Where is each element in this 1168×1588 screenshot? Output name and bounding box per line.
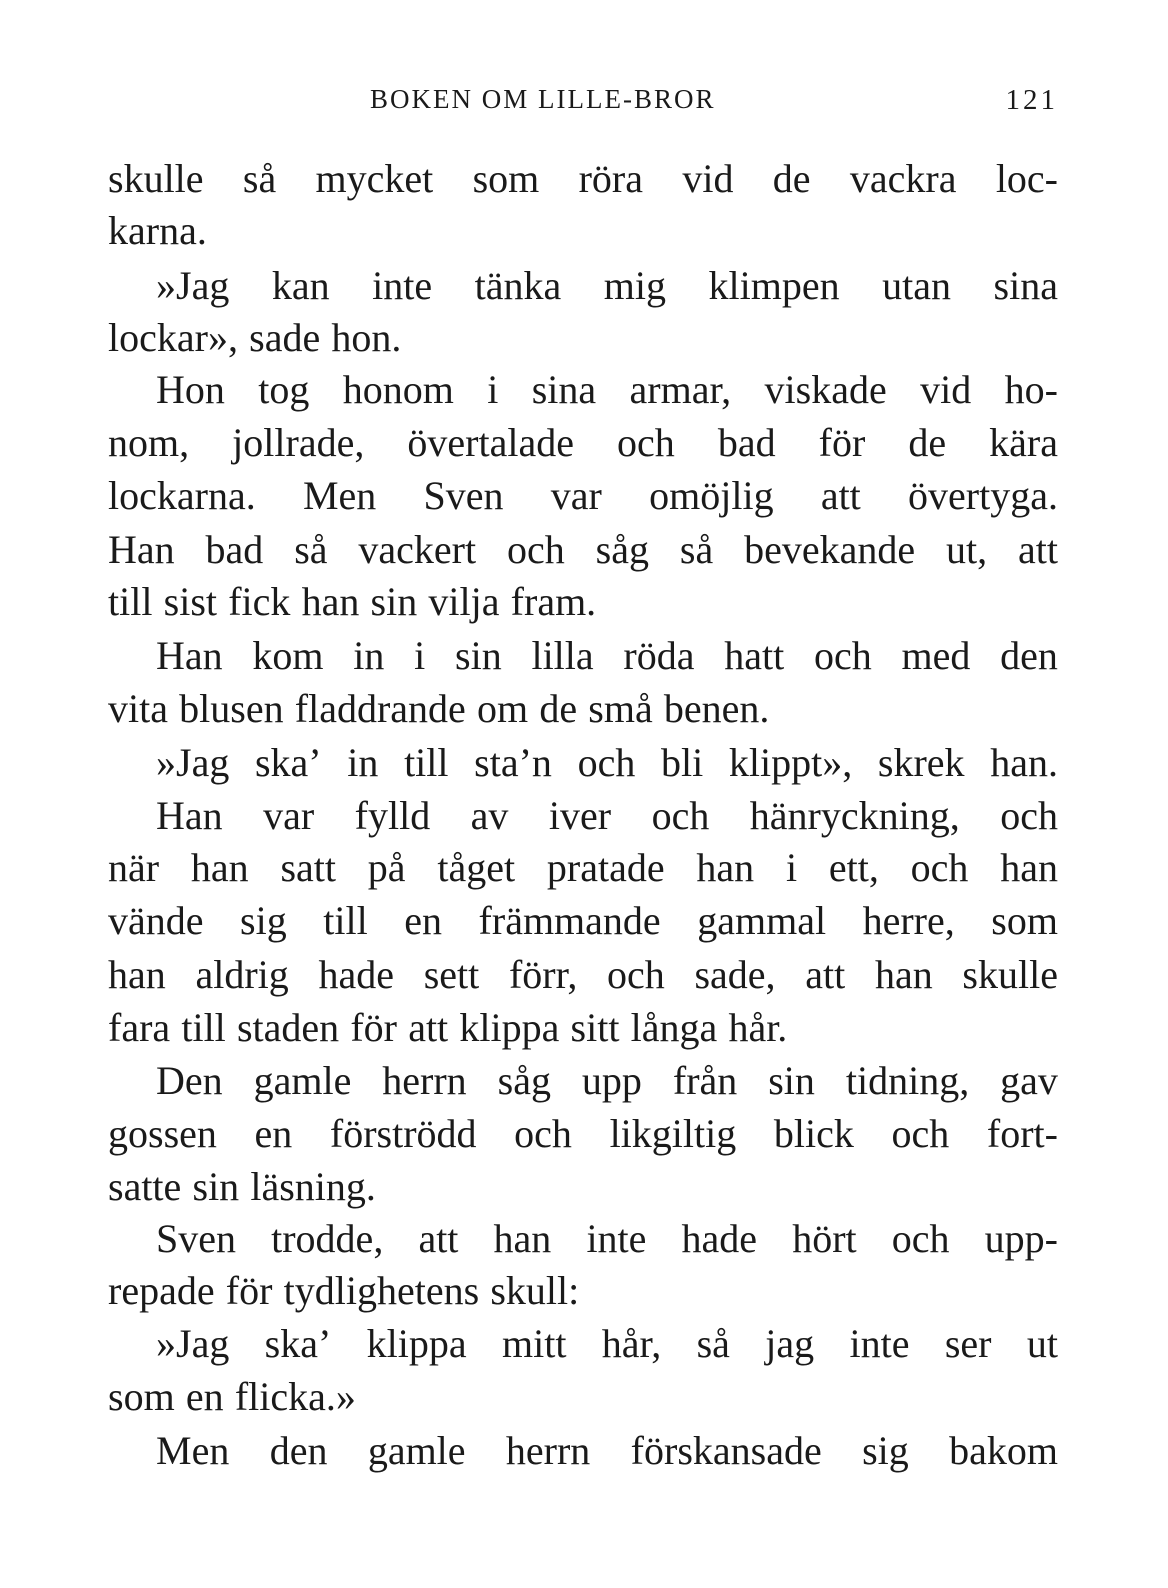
text-line [108, 364, 1058, 416]
text-line [108, 205, 1058, 257]
word: staden [236, 1005, 340, 1050]
word: att [408, 1005, 449, 1050]
word: den [269, 1428, 328, 1473]
word: långa [630, 1005, 718, 1050]
word: flicka.» [234, 1374, 356, 1419]
word: hår. [728, 1005, 788, 1050]
word: nom, [108, 420, 190, 465]
word: han [301, 579, 360, 624]
word: ett, [828, 845, 879, 890]
word: så [294, 527, 328, 572]
word: vid [682, 156, 734, 201]
text-line [108, 949, 1058, 1001]
word: små [588, 686, 653, 731]
word: upp [581, 1058, 642, 1103]
word: han [1000, 845, 1058, 890]
word: ut [1026, 1321, 1058, 1366]
word: till [181, 1005, 226, 1050]
word: och [607, 952, 665, 997]
word: fick [228, 579, 291, 624]
text-line [108, 1318, 1058, 1370]
word: fort- [986, 1111, 1058, 1156]
word: från [672, 1058, 738, 1103]
word: bad [205, 527, 264, 572]
word: och [617, 420, 675, 465]
word: kan [271, 263, 330, 308]
word: han [874, 952, 933, 997]
word: benen. [663, 686, 770, 731]
word: utan [882, 263, 951, 308]
word: så [679, 527, 714, 572]
word: »Jag [156, 1321, 230, 1366]
word: lockarna. [108, 473, 256, 518]
text-line [108, 576, 1058, 628]
word: gossen [108, 1111, 217, 1156]
word: hade [318, 952, 394, 997]
word: läsning. [250, 1164, 376, 1209]
word: in [347, 740, 379, 785]
word: inte [372, 263, 433, 308]
word: Han [108, 527, 175, 572]
word: och [651, 793, 710, 838]
word: vackra [849, 156, 957, 201]
word: fladdrande [294, 686, 466, 731]
word: i [414, 633, 426, 678]
word: aldrig [195, 952, 289, 997]
word: och [507, 527, 565, 572]
word: sitt [570, 1005, 620, 1050]
word: sade, [694, 952, 776, 997]
word: mitt [501, 1321, 567, 1366]
word: att [1018, 527, 1058, 572]
word: en [254, 1111, 293, 1156]
word: upp- [984, 1216, 1058, 1261]
word: han [696, 845, 755, 890]
word: tydlighetens [283, 1268, 480, 1313]
word: att [820, 473, 861, 518]
word: likgiltig [609, 1111, 737, 1156]
word: pratade [546, 845, 665, 890]
word: karna. [108, 208, 207, 253]
word: jollrade, [232, 420, 365, 465]
word: de [539, 686, 578, 731]
text-line [108, 1265, 1058, 1317]
word: sin [370, 579, 418, 624]
text-line [108, 153, 1058, 205]
word: med [901, 633, 971, 678]
word: till [323, 898, 368, 943]
text-line [108, 790, 1058, 842]
word: repade [108, 1268, 215, 1313]
text-line [108, 737, 1058, 789]
word: hatt [724, 633, 785, 678]
word: trodde, [271, 1216, 384, 1261]
word: att [805, 952, 846, 997]
page-number: 121 [1005, 84, 1058, 116]
word: inte [849, 1321, 910, 1366]
word: mycket [315, 156, 434, 201]
word: de [772, 156, 811, 201]
word: han [190, 845, 249, 890]
word: och [577, 740, 636, 785]
word: i [487, 367, 499, 412]
word: den [1000, 633, 1058, 678]
word: till [404, 740, 449, 785]
word: ser [944, 1321, 992, 1366]
word: gamle [367, 1428, 466, 1473]
word: bli [661, 740, 704, 785]
word: som [108, 1374, 175, 1419]
word: förskansade [630, 1428, 822, 1473]
word: skulle [108, 156, 204, 201]
word: inte [586, 1216, 647, 1261]
running-head [108, 84, 1058, 124]
word: sta’n [474, 740, 552, 785]
word: han. [990, 740, 1058, 785]
word: hade [681, 1216, 758, 1261]
word: Han [156, 793, 223, 838]
word: vid [920, 367, 972, 412]
text-line [108, 1425, 1058, 1477]
word: herrn [505, 1428, 591, 1473]
word: en [404, 898, 443, 943]
word: sade [249, 315, 321, 360]
word: Men [302, 473, 377, 518]
word: lockar», [108, 315, 238, 360]
word: till [108, 579, 153, 624]
text-line [108, 842, 1058, 894]
word: fara [108, 1005, 171, 1050]
word: tänka [474, 263, 562, 308]
word: bevekande [744, 527, 916, 572]
word: att [418, 1216, 459, 1261]
text-line [108, 470, 1058, 522]
word: på [367, 845, 406, 890]
word: och [1000, 793, 1058, 838]
word: Men [156, 1428, 230, 1473]
word: övertalade [407, 420, 574, 465]
word: sina [993, 263, 1058, 308]
word: ska’ [264, 1321, 332, 1366]
text-line [108, 683, 1058, 735]
word: sig [862, 1428, 909, 1473]
text-line [108, 895, 1058, 947]
word: tog [258, 367, 310, 412]
word: viskade [764, 367, 887, 412]
word: och [891, 1111, 950, 1156]
word: hört [792, 1216, 857, 1261]
word: som [991, 898, 1058, 943]
word: jag [765, 1321, 815, 1366]
word: hon. [331, 315, 402, 360]
word: gav [1000, 1058, 1058, 1103]
word: Den [156, 1058, 223, 1103]
word: sist [163, 579, 217, 624]
word: röda [623, 633, 695, 678]
word: för [225, 1268, 273, 1313]
word: sin [192, 1164, 240, 1209]
text-line [108, 630, 1058, 682]
word: och [514, 1111, 572, 1156]
word: var [263, 793, 315, 838]
word: han [108, 952, 166, 997]
word: och [891, 1216, 950, 1261]
word: gammal [697, 898, 827, 943]
word: sin [768, 1058, 815, 1103]
text-line [108, 1002, 1058, 1054]
word: skulle [962, 952, 1058, 997]
word: bad [717, 420, 776, 465]
text-line [108, 1371, 1058, 1423]
word: vände [108, 898, 204, 943]
word: skrek [877, 740, 965, 785]
text-line [108, 1213, 1058, 1265]
word: Sven [423, 473, 504, 518]
word: herrn [382, 1058, 467, 1103]
word: i [785, 845, 798, 890]
word: förr, [508, 952, 578, 997]
word: lilla [531, 633, 594, 678]
text-line [108, 1055, 1058, 1107]
word: klimpen [708, 263, 840, 308]
word: röra [578, 156, 644, 201]
word: blick [773, 1111, 854, 1156]
word: satt [280, 845, 336, 890]
word: kom [252, 633, 324, 678]
word: om [477, 686, 529, 731]
word: fylld [354, 793, 431, 838]
book-title: BOKEN OM LILLE-BROR [370, 84, 716, 114]
word: satte [108, 1164, 182, 1209]
word: mig [603, 263, 666, 308]
word: och [910, 845, 969, 890]
word: »Jag [156, 263, 230, 308]
word: loc- [995, 156, 1058, 201]
text-line [108, 417, 1058, 469]
text-line [108, 260, 1058, 312]
text-line [108, 312, 1058, 364]
word: kära [989, 420, 1058, 465]
word: hår, [601, 1321, 662, 1366]
word: vita [108, 686, 168, 731]
word: Han [156, 633, 223, 678]
word: sin [455, 633, 502, 678]
word: övertyga. [908, 473, 1058, 518]
word: sina [531, 367, 597, 412]
word: av [470, 793, 509, 838]
word: och [813, 633, 872, 678]
word: ska’ [254, 740, 322, 785]
word: klippt», [728, 740, 853, 785]
word: sett [423, 952, 480, 997]
word: omöjlig [649, 473, 774, 518]
word: blusen [179, 686, 284, 731]
word: för [350, 1005, 397, 1050]
word: när [108, 845, 160, 890]
word: klippa [366, 1321, 467, 1366]
word: fram. [510, 579, 597, 624]
word: skull: [490, 1268, 580, 1313]
word: han [493, 1216, 552, 1261]
word: ut, [946, 527, 988, 572]
word: Sven [156, 1216, 236, 1261]
word: förströdd [329, 1111, 477, 1156]
word: de [908, 420, 947, 465]
word: gamle [253, 1058, 352, 1103]
word: herre, [862, 898, 955, 943]
word: som [472, 156, 540, 201]
word: Hon [156, 367, 225, 412]
word: bakom [949, 1428, 1058, 1473]
word: en [185, 1374, 224, 1419]
word: in [353, 633, 385, 678]
word: vilja [428, 579, 500, 624]
word: var [550, 473, 602, 518]
word: såg [595, 527, 649, 572]
text-line [108, 1108, 1058, 1160]
text-line [108, 524, 1058, 576]
word: vackert [358, 527, 477, 572]
text-line [108, 1161, 1058, 1213]
word: såg [497, 1058, 551, 1103]
word: klippa [459, 1005, 560, 1050]
word: armar, [629, 367, 732, 412]
word: honom [342, 367, 454, 412]
word: så [242, 156, 277, 201]
word: så [696, 1321, 730, 1366]
word: sig [240, 898, 287, 943]
word: för [818, 420, 866, 465]
word: främmande [478, 898, 661, 943]
word: hänryckning, [749, 793, 960, 838]
word: ho- [1004, 367, 1058, 412]
word: »Jag [156, 740, 230, 785]
word: iver [548, 793, 612, 838]
word: tåget [437, 845, 516, 890]
word: tidning, [845, 1058, 970, 1103]
